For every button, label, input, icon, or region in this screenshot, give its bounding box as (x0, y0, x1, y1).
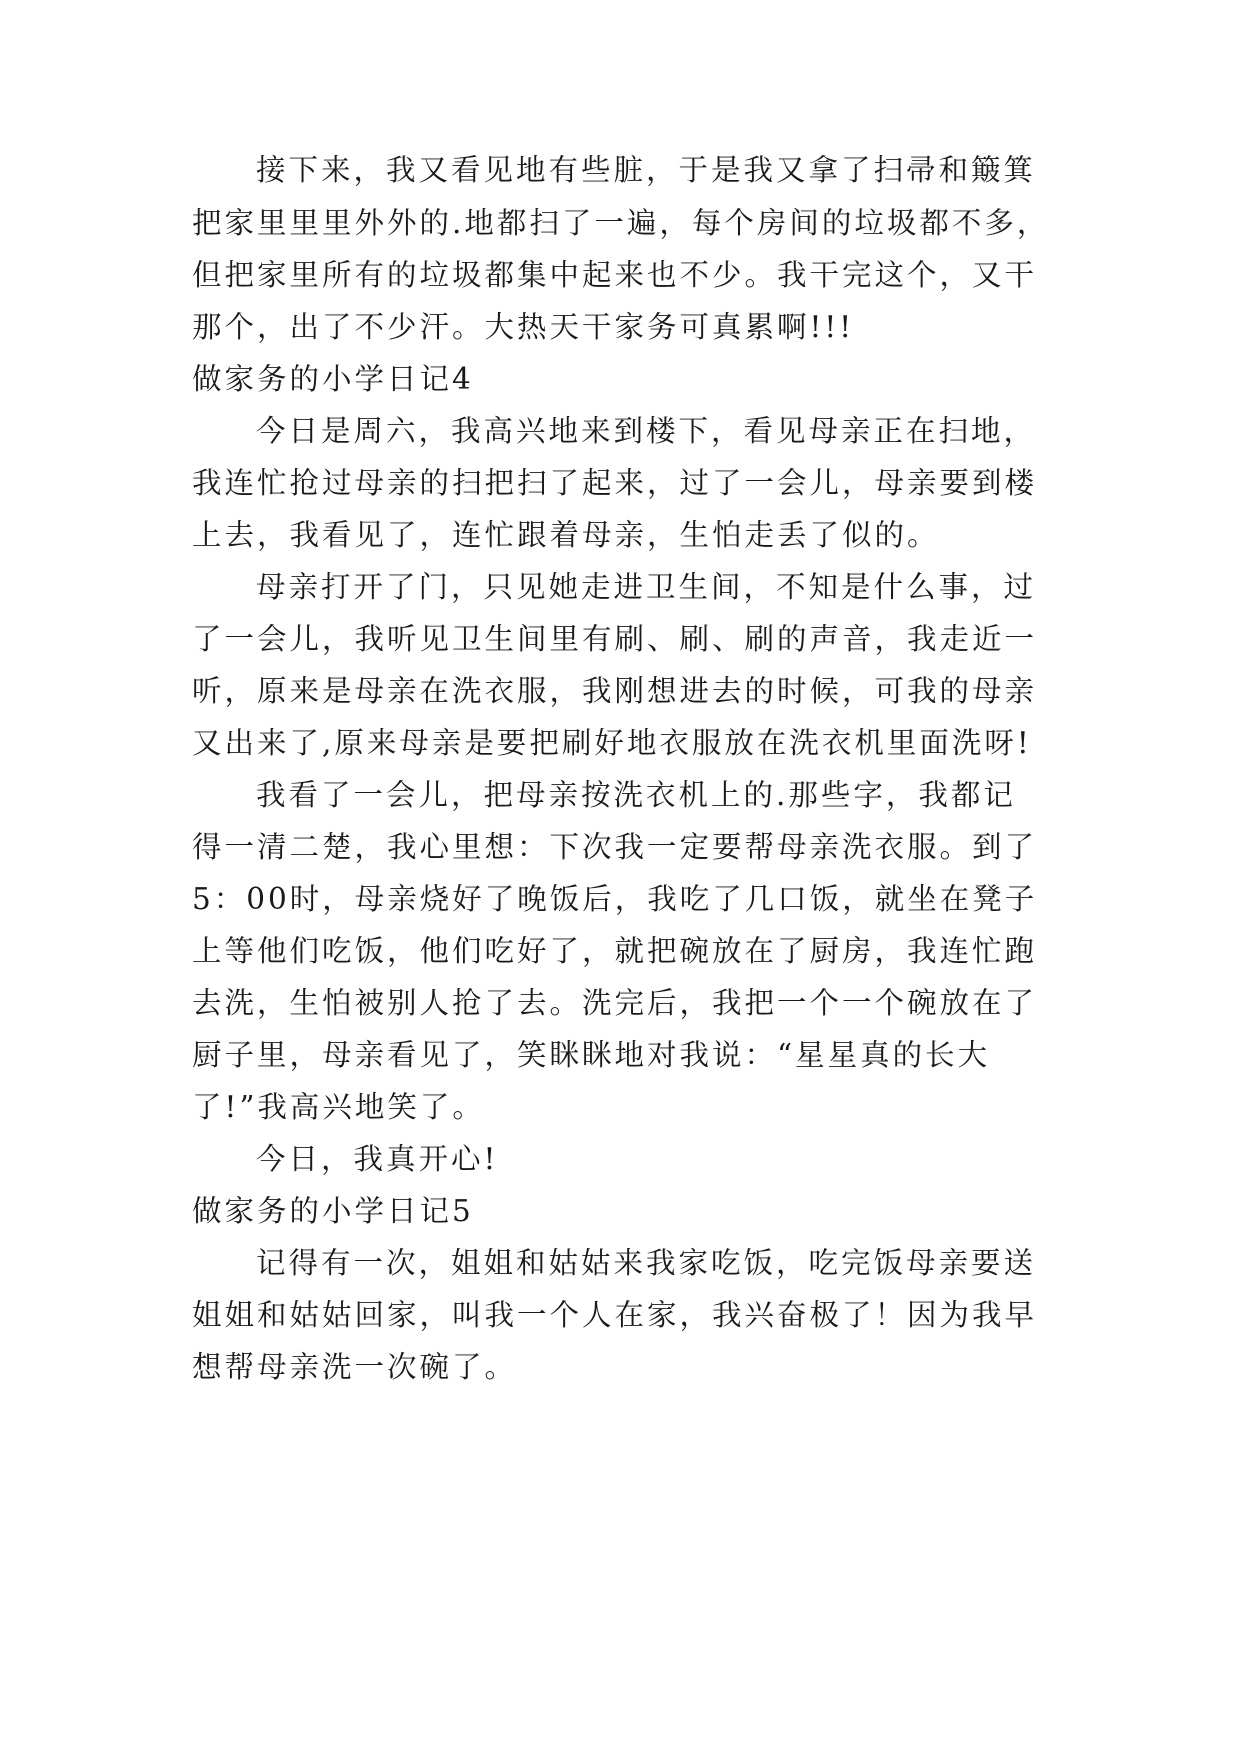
paragraph-line: 今日是周六，我高兴地来到楼下，看见母亲正在扫地， (256, 414, 1037, 448)
paragraph-line: 今日，我真开心! (256, 1142, 499, 1176)
paragraph-line: 得一清二楚，我心里想：下次我一定要帮母亲洗衣服。到了 (192, 830, 1038, 864)
paragraph-line: 了一会儿，我听见卫生间里有刷、刷、刷的声音，我走近一 (192, 622, 1038, 656)
paragraph-line: 母亲打开了门，只见她走进卫生间，不知是什么事，过 (256, 570, 1037, 604)
paragraph-line: 又出来了,原来母亲是要把刷好地衣服放在洗衣机里面洗呀! (192, 726, 1032, 760)
paragraph-line: 上去，我看见了，连忙跟着母亲，生怕走丢了似的。 (192, 518, 940, 552)
paragraph-line: 想帮母亲洗一次碗了。 (192, 1350, 518, 1384)
paragraph-line: 了!”我高兴地笑了。 (192, 1090, 485, 1124)
paragraph-line: 但把家里所有的垃圾都集中起来也不少。我干完这个，又干 (192, 258, 1038, 292)
paragraph-line: 记得有一次，姐姐和姑姑来我家吃饭，吃完饭母亲要送 (256, 1246, 1037, 1280)
paragraph-line: 厨子里，母亲看见了，笑眯眯地对我说：“星星真的长大 (192, 1038, 991, 1072)
paragraph-line: 姐姐和姑姑回家，叫我一个人在家，我兴奋极了！因为我早 (192, 1298, 1038, 1332)
paragraph-line: 把家里里里外外的.地都扫了一遍，每个房间的垃圾都不多， (192, 206, 1050, 240)
paragraph-line: 听，原来是母亲在洗衣服，我刚想进去的时候，可我的母亲 (192, 674, 1038, 708)
paragraph-line: 那个，出了不少汗。大热天干家务可真累啊!!! (192, 310, 855, 344)
paragraph-line: 我连忙抢过母亲的扫把扫了起来，过了一会儿，母亲要到楼 (192, 466, 1038, 500)
section-heading: 做家务的小学日记4 (192, 362, 474, 396)
paragraph-line: 5：00时，母亲烧好了晚饭后，我吃了几口饭，就坐在凳子 (192, 882, 1038, 916)
section-heading: 做家务的小学日记5 (192, 1194, 474, 1228)
paragraph-line: 接下来，我又看见地有些脏，于是我又拿了扫帚和簸箕 (256, 153, 1037, 187)
paragraph-line: 我看了一会儿，把母亲按洗衣机上的.那些字，我都记 (256, 778, 1016, 812)
paragraph-line: 去洗，生怕被别人抢了去。洗完后，我把一个一个碗放在了 (192, 986, 1038, 1020)
paragraph-line: 上等他们吃饭，他们吃好了，就把碗放在了厨房，我连忙跑 (192, 934, 1038, 968)
